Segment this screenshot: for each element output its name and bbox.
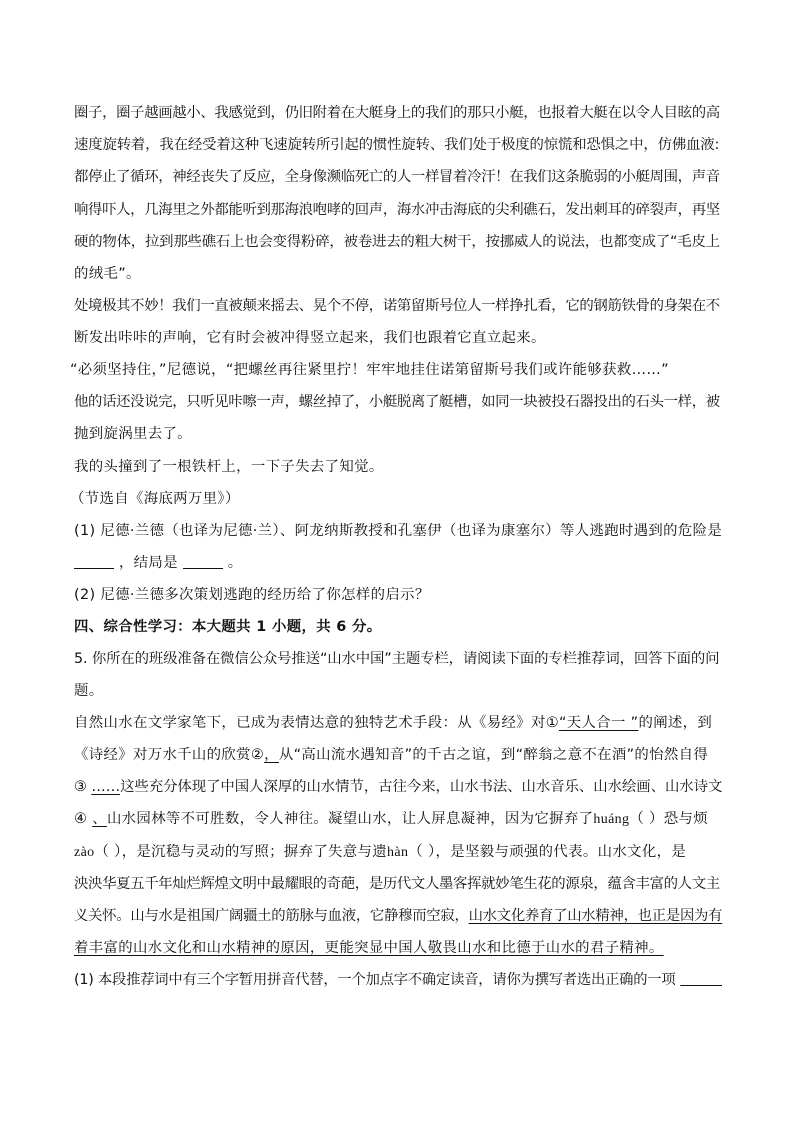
recommendation-line: ③ ……这些充分体现了中国人深厚的山水情节，古往今来，山水书法、山水音乐、山水绘画、山水诗文 bbox=[74, 779, 723, 795]
story-line: 硬的物体，拉到那些礁石上也会变得粉碎，被卷进去的粗大树干，按挪威人的说法，也都变成了“毛皮上 bbox=[74, 234, 720, 250]
pinyin: hàn bbox=[387, 845, 409, 860]
story-line: 的绒毛”。 bbox=[74, 266, 141, 282]
recommendation-line: ④ 、山水园林等不可胜数，令人神往。凝望山水，让人屏息凝神，因为它摒弃了huáng（ ）恐与烦 bbox=[74, 811, 708, 827]
story-line: 响得吓人，几海里之外都能听到那海浪咆哮的回声，海水冲击海底的尖利礁石，发出刺耳的碎裂声，再坚 bbox=[74, 202, 720, 218]
story-line: 处境极其不妙！我们一直被颠来摇去、晃个不停，诺第留斯号位人一样挣扎看，它的钢筋铁骨的身架在不 bbox=[74, 298, 720, 314]
question-1: (1) 尼德·兰德（也译为尼德·兰）、阿龙纳斯教授和孔塞伊（也译为康塞尔）等人逃跑时遇到的危险是 bbox=[74, 523, 723, 539]
recommendation-line: zào（ ），是沉稳与灵动的写照；摒弃了失意与遗hàn（ ），是坚毅与顽强的代表。山水文化，是 bbox=[74, 844, 687, 860]
story-line: 都停止了循环，神经丧失了反应，全身像濒临死亡的人一样冒着冷汗！在我们这条脆弱的小艇周围，声音 bbox=[74, 169, 720, 185]
question-1-answer-line: ，结局是 。 bbox=[74, 553, 243, 573]
answer-blank[interactable] bbox=[74, 554, 114, 569]
story-line: 速度旋转着，我在经受着这种飞速旋转所引起的惯性旋转、我们处于极度的惊慌和恐惧之中，仿佛血液: bbox=[74, 137, 720, 153]
story-line: 断发出咔咔的声响，它有时会被冲得竖立起来，我们也跟着它直立起来。 bbox=[74, 330, 546, 346]
recommendation-line: 义关怀。山与水是祖国广阔疆土的筋脉与血液，它静穆而空寂，山水文化养育了山水精神，也正是因为有 bbox=[74, 908, 723, 924]
question-5: 题。 bbox=[74, 683, 104, 699]
story-line: “必须坚持住，”尼德说，“把螺丝再往紧里拧！牢牢地挂住诺第留斯号我们或许能够获救……” bbox=[70, 362, 669, 378]
story-line: 圈子，圈子越画越小、我感觉到，仍旧附着在大艇身上的我们的那只小艇，也报着大艇在以令人目眩的高 bbox=[74, 105, 720, 121]
source-note: （节选自《海底两万里》） bbox=[70, 491, 240, 507]
answer-blank[interactable] bbox=[680, 971, 722, 986]
pinyin: huáng bbox=[593, 812, 630, 827]
question-5-1: (1) 本段推荐词中有三个字暂用拼音代替，一个加点字不确定读音，请你为撰写者选出正确的一项 bbox=[74, 970, 722, 990]
question-2: (2) 尼德·兰德多次策划逃跑的经历给了你怎样的启示？ bbox=[74, 587, 430, 603]
recommendation-line: 《诗经》对万水千山的欣赏②，从“高山流水遇知音”的千古之谊，到“醉翁之意不在酒”的怡然自得 bbox=[74, 747, 709, 763]
story-line: 我的头撞到了一根铁杆上，一下子失去了知觉。 bbox=[74, 459, 384, 475]
recommendation-line: 泱泱华夏五千年灿烂辉煌文明中最耀眼的奇葩，是历代文人墨客挥就妙笔生花的源泉，蕴含丰富的人文主 bbox=[74, 876, 720, 892]
pinyin: zào bbox=[74, 845, 95, 860]
recommendation-line: 着丰富的山水文化和山水精神的原因，更能突显中国人敬畏山水和比德于山水的君子精神。 bbox=[74, 940, 664, 956]
question-5: 5. 你所在的班级准备在微信公众号推送“山水中国”主题专栏，请阅读下面的专栏推荐词，回答下面的问 bbox=[74, 651, 720, 667]
section-heading: 四、综合性学习：本大题共 1 小题，共 6 分。 bbox=[74, 619, 382, 635]
answer-blank[interactable] bbox=[183, 554, 223, 569]
story-line: 他的话还没说完，只听见咔嚓一声，螺丝掉了，小艇脱离了艇槽，如同一块被投石器投出的石头一样，被 bbox=[74, 394, 720, 410]
story-line: 抛到旋涡里去了。 bbox=[74, 426, 192, 442]
recommendation-line: 自然山水在文学家笔下，已成为表情达意的独特艺术手段：从《易经》对①“天人合一 ”的阐述，到 bbox=[74, 715, 713, 731]
